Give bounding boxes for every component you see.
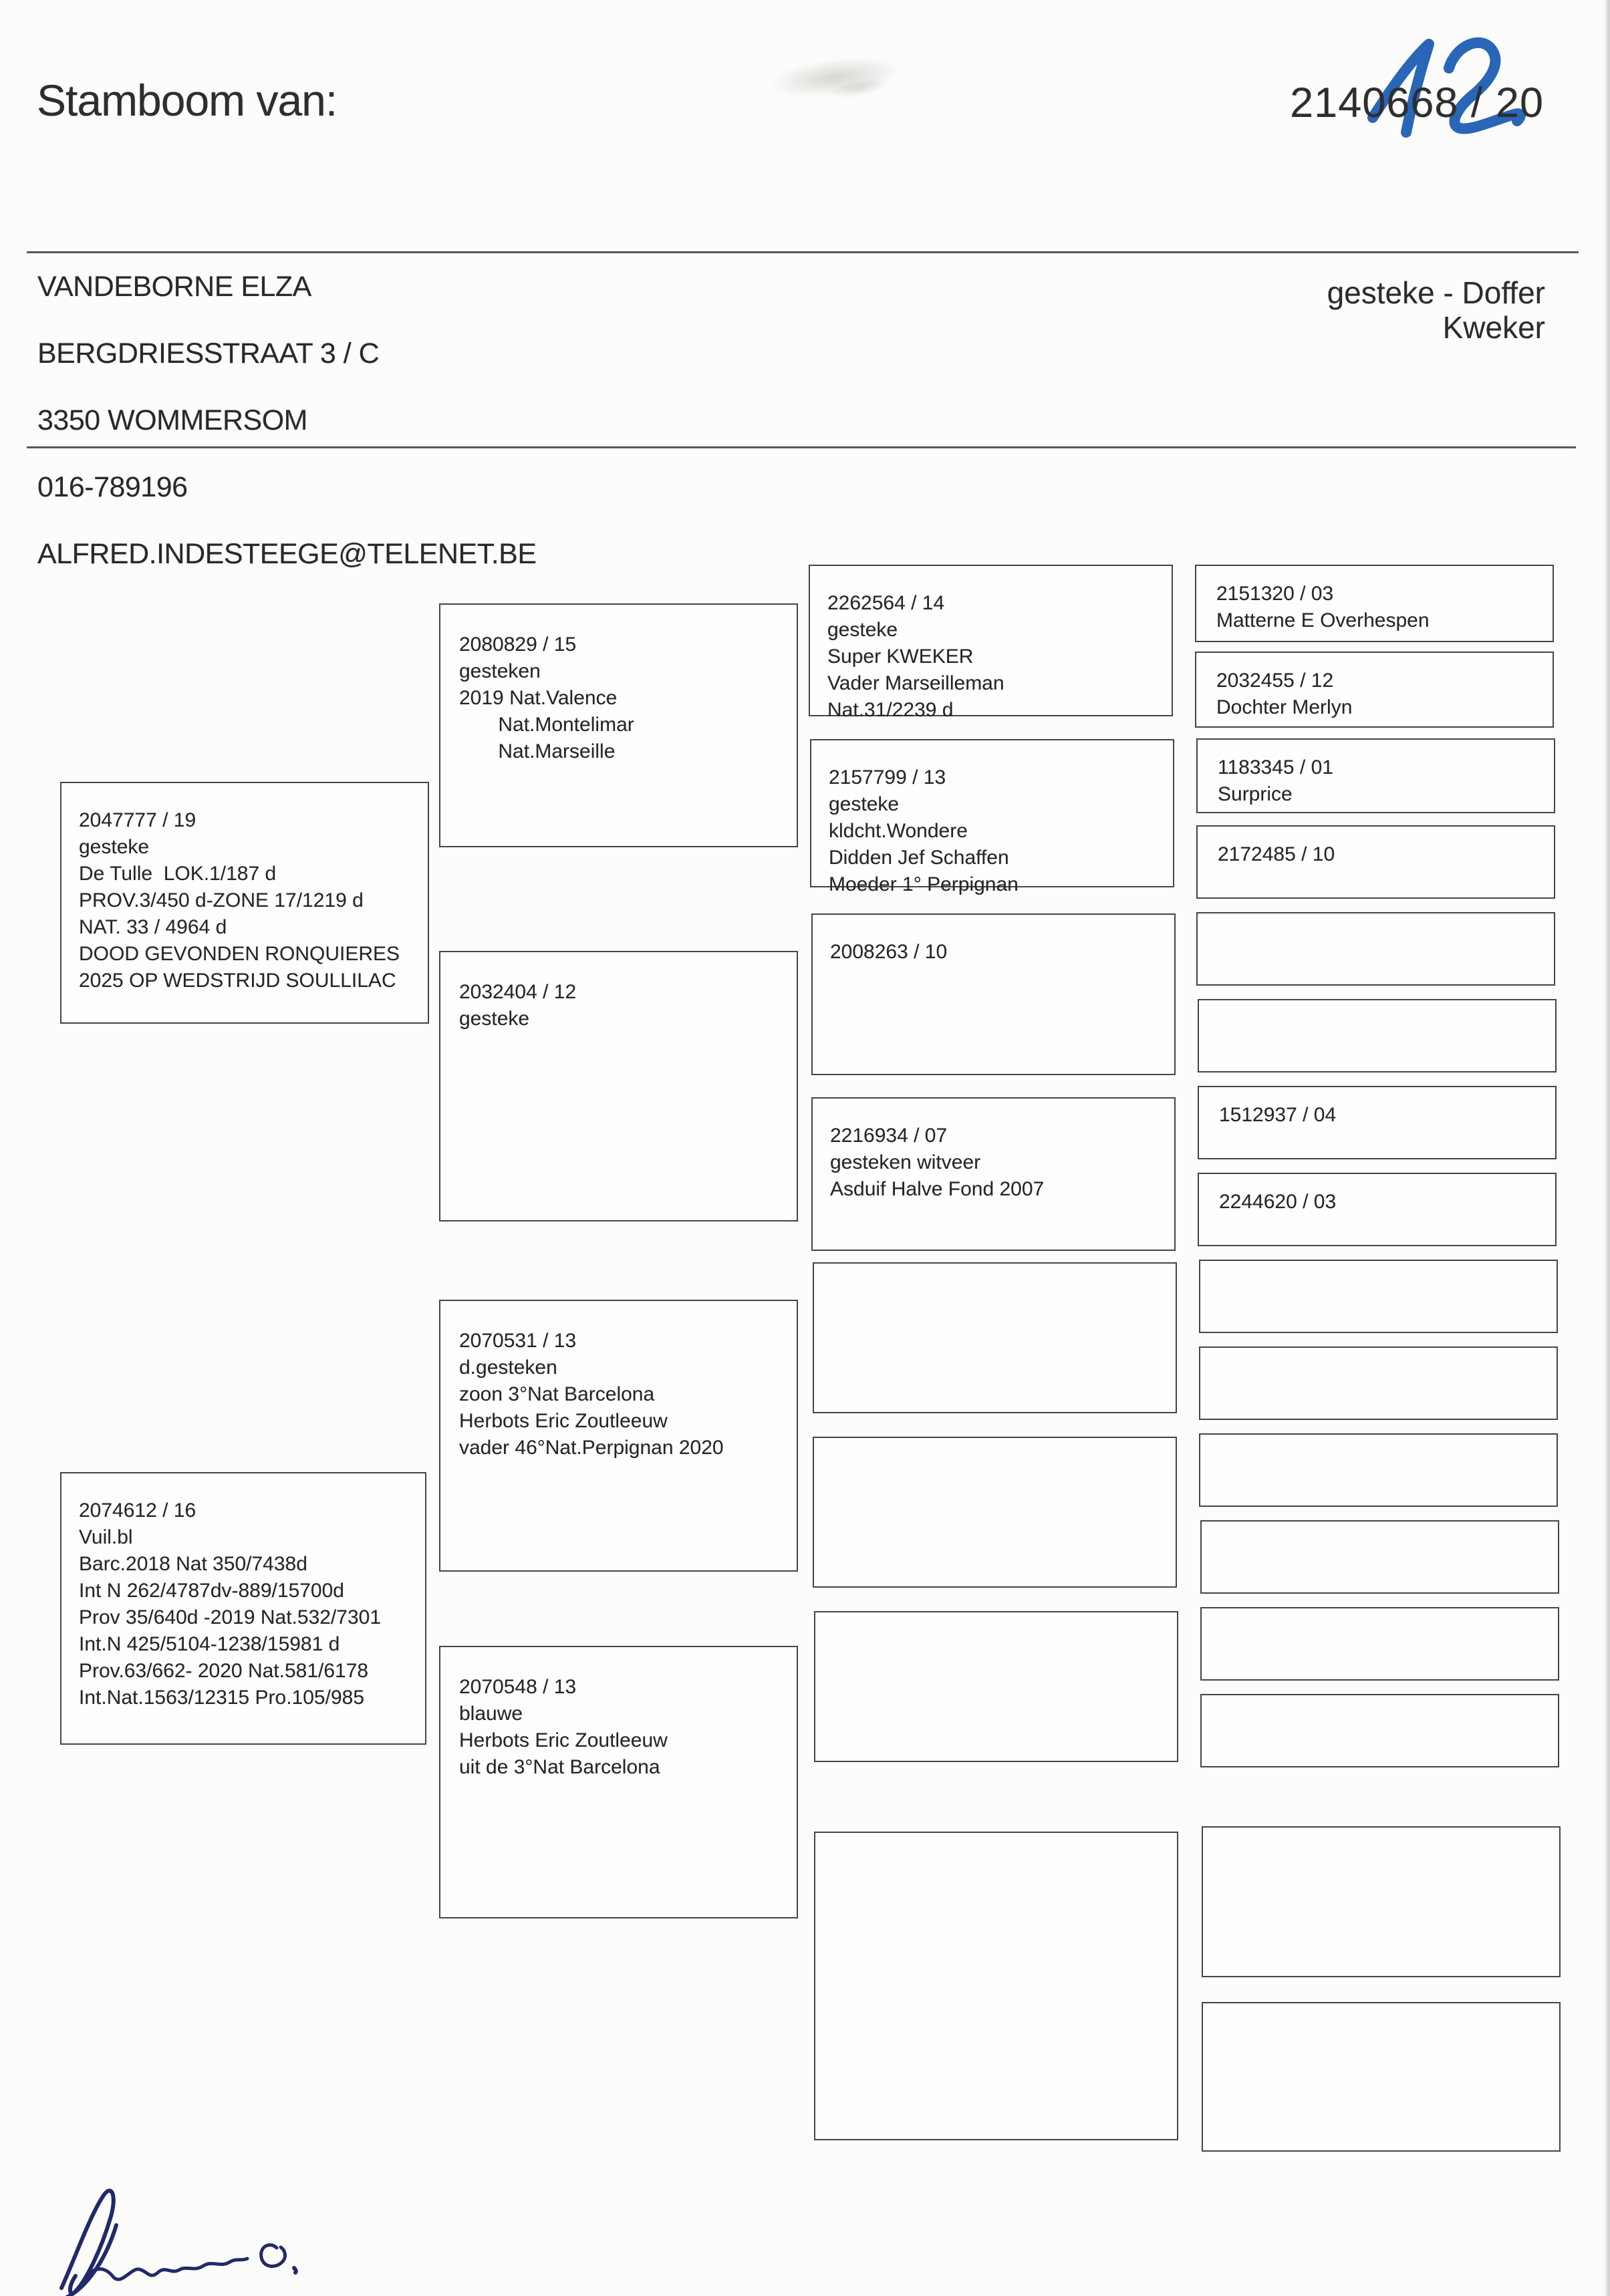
pedigree-box-line: Herbots Eric Zoutleeuw bbox=[459, 1410, 668, 1432]
pedigree-box-mother bbox=[60, 1472, 426, 1745]
pedigree-box-line: DOOD GEVONDEN RONQUIERES bbox=[79, 943, 400, 965]
pedigree-box-line: zoon 3°Nat Barcelona bbox=[459, 1383, 655, 1405]
pedigree-box-line: PROV.3/450 d-ZONE 17/1219 d bbox=[79, 889, 364, 911]
pedigree-box-gg-grandparent-5 bbox=[1196, 912, 1555, 986]
pedigree-box-gg-grandparent-11 bbox=[1199, 1433, 1558, 1507]
pedigree-box-gg-grandparent-8 bbox=[1198, 1173, 1557, 1246]
pedigree-box-line: Nat.Marseille bbox=[459, 740, 616, 762]
pedigree-box-greatgrandparent-8 bbox=[814, 1832, 1178, 2140]
pedigree-box-line: 2019 Nat.Valence bbox=[459, 687, 618, 709]
pedigree-box-line: Int.N 425/5104-1238/15981 d bbox=[79, 1633, 340, 1655]
pedigree-box-line: 2070531 / 13 bbox=[459, 1330, 577, 1352]
pedigree-box-line: 2070548 / 13 bbox=[459, 1676, 577, 1698]
pedigree-box-line: gesteke bbox=[459, 1008, 530, 1030]
owner-name: VANDEBORNE ELZA bbox=[37, 271, 311, 303]
pedigree-box-greatgrandparent-3 bbox=[811, 913, 1176, 1075]
pedigree-box-line: Int.Nat.1563/12315 Pro.105/985 bbox=[79, 1687, 365, 1709]
pedigree-box-line: 2216934 / 07 bbox=[830, 1125, 948, 1147]
pedigree-box-line: kldcht.Wondere bbox=[829, 820, 968, 842]
pedigree-box-greatgrandparent-7 bbox=[814, 1611, 1178, 1762]
pedigree-box-line: 2244620 / 03 bbox=[1219, 1191, 1337, 1213]
pedigree-box-line: Surprice bbox=[1218, 783, 1293, 805]
bird-breed-sex: gesteke - Doffer bbox=[1327, 275, 1545, 310]
pedigree-box-line: NAT. 33 / 4964 d bbox=[79, 916, 227, 938]
pedigree-box-gg-grandparent-16 bbox=[1202, 2002, 1561, 2152]
pedigree-box-line: Prov.63/662- 2020 Nat.581/6178 bbox=[79, 1660, 369, 1682]
horizontal-rule bbox=[27, 446, 1576, 448]
pedigree-box-line: 2008263 / 10 bbox=[830, 941, 948, 963]
pedigree-box-gg-grandparent-9 bbox=[1199, 1260, 1558, 1333]
pedigree-box-greatgrandparent-4 bbox=[811, 1097, 1176, 1251]
pedigree-box-line: De Tulle LOK.1/187 d bbox=[79, 863, 277, 885]
pedigree-box-gg-grandparent-10 bbox=[1199, 1346, 1558, 1420]
owner-email: ALFRED.INDESTEEGE@TELENET.BE bbox=[37, 538, 537, 570]
bird-ring-number: 2140668 / 20 bbox=[1290, 80, 1544, 126]
pedigree-box-line: vader 46°Nat.Perpignan 2020 bbox=[459, 1437, 724, 1459]
pedigree-box-grandparent-4 bbox=[439, 1646, 798, 1918]
pedigree-box-line: Int N 262/4787dv-889/15700d bbox=[79, 1580, 344, 1602]
pedigree-box-gg-grandparent-4 bbox=[1196, 825, 1555, 899]
pedigree-box-line: Dochter Merlyn bbox=[1216, 696, 1353, 718]
pedigree-box-line: gesteken witveer bbox=[830, 1151, 981, 1173]
pedigree-box-line: Didden Jef Schaffen bbox=[829, 847, 1009, 869]
pedigree-box-line: Asduif Halve Fond 2007 bbox=[830, 1178, 1045, 1200]
pedigree-box-greatgrandparent-5 bbox=[813, 1262, 1177, 1413]
bird-role: Kweker bbox=[1442, 310, 1545, 345]
pedigree-box-greatgrandparent-6 bbox=[813, 1437, 1177, 1588]
signature bbox=[52, 2186, 340, 2296]
pedigree-box-gg-grandparent-6 bbox=[1198, 999, 1557, 1072]
pedigree-box-greatgrandparent-1 bbox=[809, 565, 1173, 721]
pedigree-box-line: Matterne E Overhespen bbox=[1216, 609, 1430, 631]
owner-block bbox=[37, 270, 537, 571]
pedigree-box-line: 2074612 / 16 bbox=[79, 1499, 196, 1522]
pedigree-box-line: 2032455 / 12 bbox=[1216, 670, 1334, 692]
pedigree-box-line: 2262564 / 14 bbox=[827, 592, 945, 614]
pedigree-box-gg-grandparent-12 bbox=[1200, 1520, 1559, 1594]
pedigree-box-line: Moeder 1° Perpignan bbox=[829, 873, 1019, 895]
scan-edge-shadow bbox=[1604, 0, 1610, 2296]
pedigree-box-line: d.gesteken bbox=[459, 1356, 557, 1379]
pedigree-box-line: gesteke bbox=[829, 793, 900, 815]
pedigree-box-line: Nat.31/2239 d bbox=[827, 699, 954, 721]
pedigree-box-greatgrandparent-2 bbox=[810, 739, 1174, 895]
pedigree-box-line: 2025 OP WEDSTRIJD SOULLILAC bbox=[79, 970, 396, 992]
pedigree-box-line: 2151320 / 03 bbox=[1216, 583, 1334, 605]
pedigree-box-grandparent-2 bbox=[439, 951, 798, 1222]
pedigree-box-grandparent-3 bbox=[439, 1300, 798, 1572]
pedigree-box-line: 2047777 / 19 bbox=[79, 809, 196, 831]
horizontal-rule bbox=[27, 251, 1579, 253]
pedigree-box-line: 2157799 / 13 bbox=[829, 766, 946, 788]
pedigree-box-line: uit de 3°Nat Barcelona bbox=[459, 1756, 660, 1778]
pedigree-box-line: 1183345 / 01 bbox=[1218, 756, 1333, 778]
pedigree-box-line: gesteke bbox=[79, 836, 150, 858]
pedigree-box-grandparent-1 bbox=[439, 603, 798, 847]
pedigree-box-line: 2032404 / 12 bbox=[459, 981, 577, 1003]
pedigree-box-line: Barc.2018 Nat 350/7438d bbox=[79, 1553, 307, 1575]
pedigree-box-gg-grandparent-13 bbox=[1200, 1607, 1559, 1681]
pedigree-box-line: Herbots Eric Zoutleeuw bbox=[459, 1729, 668, 1751]
pedigree-box-line: Prov 35/640d -2019 Nat.532/7301 bbox=[79, 1606, 382, 1628]
pedigree-box-gg-grandparent-15 bbox=[1202, 1826, 1561, 1977]
pedigree-box-line: gesteke bbox=[827, 619, 898, 641]
pedigree-box-line: 1512937 / 04 bbox=[1219, 1104, 1337, 1126]
owner-phone: 016-789196 bbox=[37, 471, 188, 503]
pedigree-box-line: 2080829 / 15 bbox=[459, 633, 577, 656]
pedigree-box-gg-grandparent-1 bbox=[1195, 565, 1554, 642]
pedigree-box-line: blauwe bbox=[459, 1703, 523, 1725]
pedigree-box-gg-grandparent-2 bbox=[1195, 652, 1554, 728]
page-title: Stamboom van: bbox=[37, 76, 338, 125]
pedigree-box-father bbox=[60, 782, 429, 1024]
pedigree-box-gg-grandparent-14 bbox=[1200, 1694, 1559, 1767]
owner-city: 3350 WOMMERSOM bbox=[37, 404, 307, 436]
pedigree-box-gg-grandparent-7 bbox=[1198, 1086, 1557, 1159]
pedigree-box-gg-grandparent-3 bbox=[1196, 738, 1555, 813]
pedigree-box-line: Vader Marseilleman bbox=[827, 672, 1004, 694]
pedigree-box-line: Super KWEKER bbox=[827, 645, 974, 668]
pedigree-box-line: 2172485 / 10 bbox=[1218, 843, 1335, 865]
pedigree-box-line: gesteken bbox=[459, 660, 541, 682]
owner-street: BERGDRIESSTRAAT 3 / C bbox=[37, 337, 380, 370]
pedigree-box-line: Vuil.bl bbox=[79, 1526, 133, 1548]
bird-type-block bbox=[1327, 275, 1545, 345]
pedigree-box-line: Nat.Montelimar bbox=[459, 714, 634, 736]
